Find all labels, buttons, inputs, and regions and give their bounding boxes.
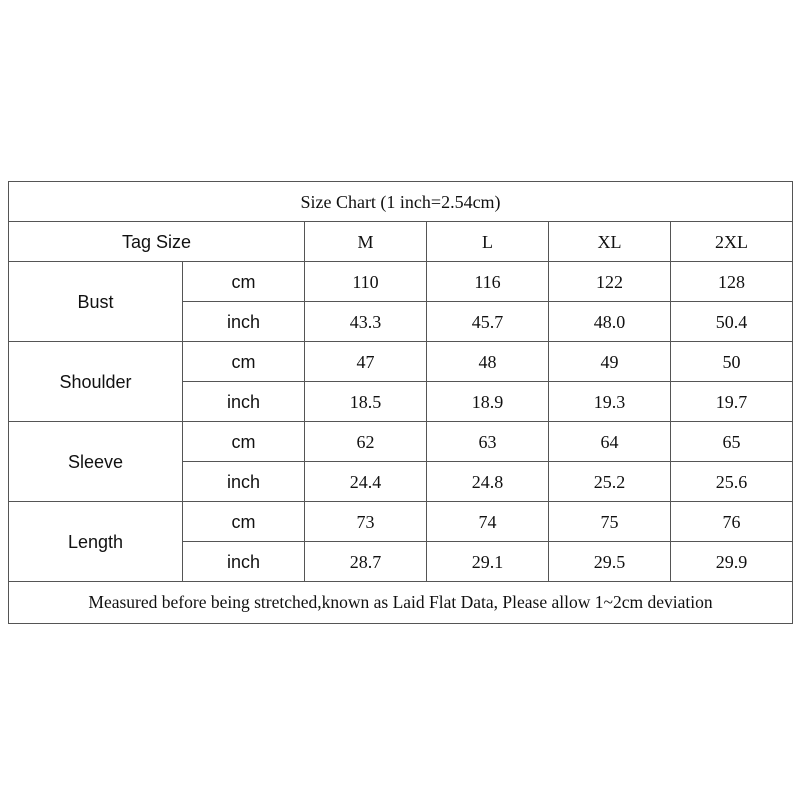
value-cell: 25.6 xyxy=(671,462,793,502)
value-cell: 110 xyxy=(305,262,427,302)
measure-label-sleeve: Sleeve xyxy=(9,422,183,502)
size-header-m: M xyxy=(305,222,427,262)
value-cell: 122 xyxy=(549,262,671,302)
value-cell: 45.7 xyxy=(427,302,549,342)
size-header-l: L xyxy=(427,222,549,262)
value-cell: 73 xyxy=(305,502,427,542)
value-cell: 48 xyxy=(427,342,549,382)
value-cell: 49 xyxy=(549,342,671,382)
value-cell: 29.9 xyxy=(671,542,793,582)
value-cell: 63 xyxy=(427,422,549,462)
value-cell: 18.5 xyxy=(305,382,427,422)
value-cell: 64 xyxy=(549,422,671,462)
table-row xyxy=(9,502,793,542)
value-cell: 65 xyxy=(671,422,793,462)
unit-label: cm xyxy=(183,502,305,542)
tag-size-label: Tag Size xyxy=(9,222,305,262)
value-cell: 74 xyxy=(427,502,549,542)
value-cell: 48.0 xyxy=(549,302,671,342)
footer-note: Measured before being stretched,known as Laid Flat Data, Please allow 1~2cm deviation xyxy=(9,582,793,624)
value-cell: 76 xyxy=(671,502,793,542)
value-cell: 47 xyxy=(305,342,427,382)
value-cell: 50 xyxy=(671,342,793,382)
value-cell: 128 xyxy=(671,262,793,302)
chart-title: Size Chart (1 inch=2.54cm) xyxy=(9,182,793,222)
value-cell: 62 xyxy=(305,422,427,462)
table-row xyxy=(9,342,793,382)
size-chart-table xyxy=(8,181,793,624)
unit-label: inch xyxy=(183,302,305,342)
value-cell: 29.1 xyxy=(427,542,549,582)
value-cell: 28.7 xyxy=(305,542,427,582)
measure-label-length: Length xyxy=(9,502,183,582)
table-row xyxy=(9,262,793,302)
value-cell: 18.9 xyxy=(427,382,549,422)
size-header-xl: XL xyxy=(549,222,671,262)
unit-label: cm xyxy=(183,262,305,302)
value-cell: 19.3 xyxy=(549,382,671,422)
value-cell: 24.8 xyxy=(427,462,549,502)
size-header-2xl: 2XL xyxy=(671,222,793,262)
value-cell: 19.7 xyxy=(671,382,793,422)
unit-label: inch xyxy=(183,462,305,502)
unit-label: cm xyxy=(183,342,305,382)
unit-label: inch xyxy=(183,382,305,422)
unit-label: cm xyxy=(183,422,305,462)
value-cell: 25.2 xyxy=(549,462,671,502)
table-row xyxy=(9,422,793,462)
value-cell: 116 xyxy=(427,262,549,302)
value-cell: 75 xyxy=(549,502,671,542)
value-cell: 29.5 xyxy=(549,542,671,582)
measure-label-shoulder: Shoulder xyxy=(9,342,183,422)
value-cell: 50.4 xyxy=(671,302,793,342)
measure-label-bust: Bust xyxy=(9,262,183,342)
value-cell: 43.3 xyxy=(305,302,427,342)
unit-label: inch xyxy=(183,542,305,582)
value-cell: 24.4 xyxy=(305,462,427,502)
